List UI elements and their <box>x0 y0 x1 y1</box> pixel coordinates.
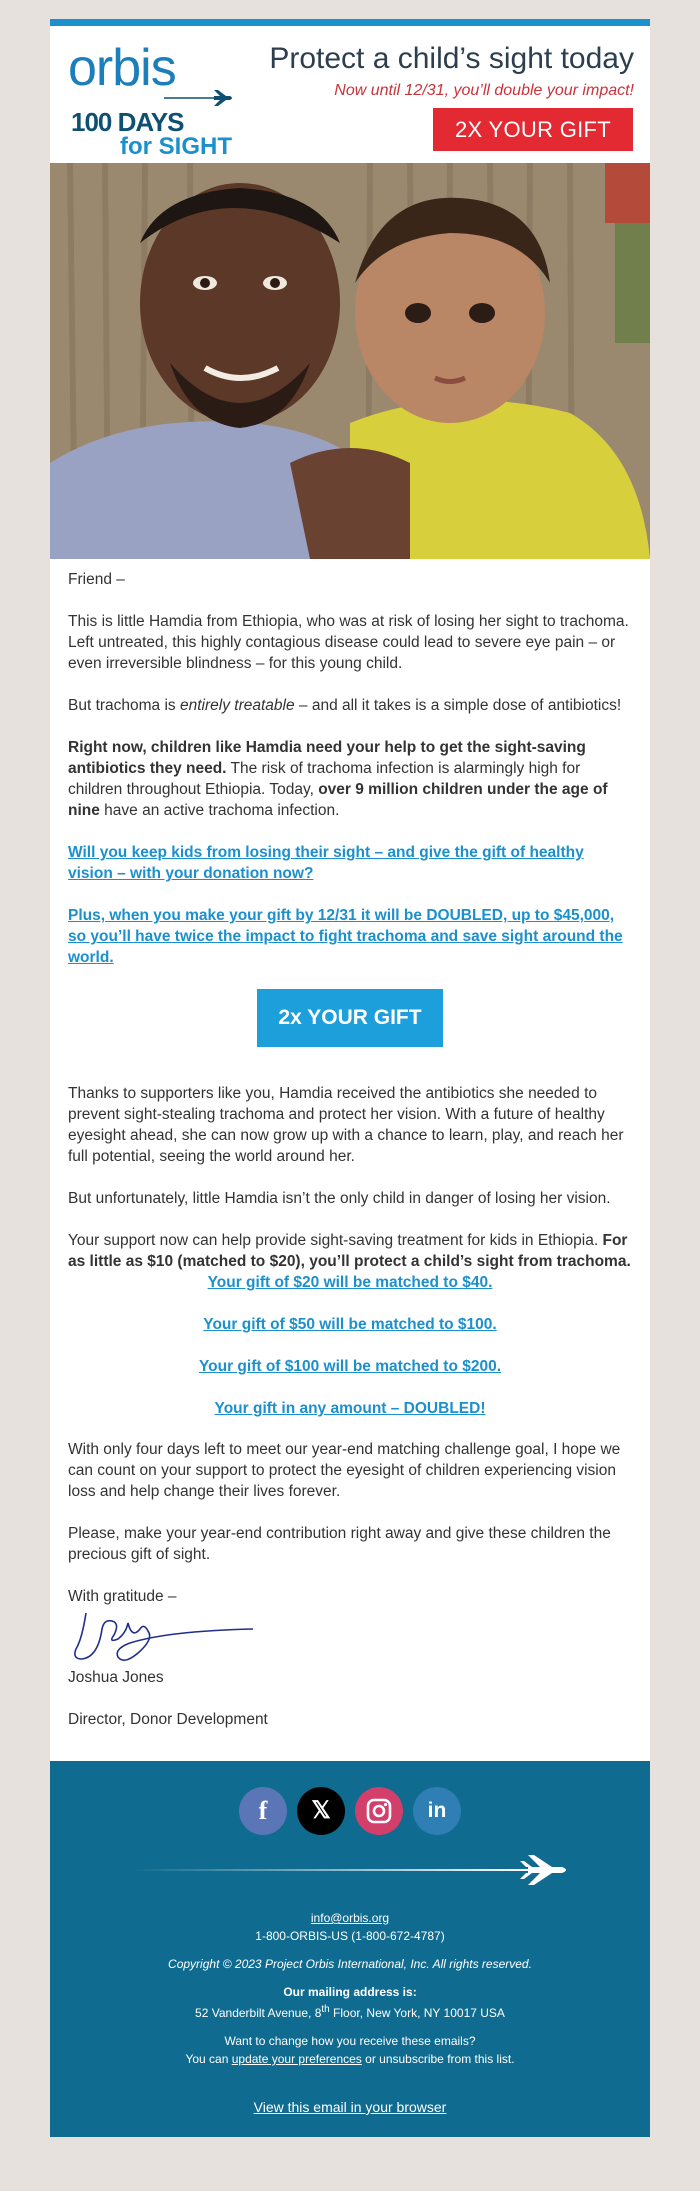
cta-wrapper <box>68 989 632 1047</box>
match-link-any[interactable]: Your gift in any amount – DOUBLED! <box>214 1400 486 1417</box>
doubled-gift-link[interactable]: Plus, when you make your gift by 12/31 it will be DOUBLED, up to $45,000, so you’ll have twice the impact to fight trachoma and save sight around the world. <box>68 907 623 966</box>
facebook-icon[interactable]: f <box>239 1787 287 1835</box>
email-footer <box>50 1761 650 2137</box>
address-text: Floor, New York, NY 10017 USA <box>329 2006 505 2020</box>
donate-now-link[interactable]: Will you keep kids from losing their sight – and give the gift of healthy vision – with your donation now? <box>68 844 584 882</box>
text-span: The risk of trachoma infection is alarmingly high for children throughout Ethiopia. Today, <box>68 760 581 798</box>
double-gift-button[interactable]: 2x YOUR GIFT <box>257 989 443 1047</box>
paragraph-support <box>68 1230 632 1272</box>
address-sup: th <box>321 2004 330 2015</box>
paragraph-thanks: Thanks to supporters like you, Hamdia received the antibiotics she needed to prevent sight-stealing trachoma and protect her vision. With a future of healthy eyesight ahead, she can now grow up with a chance to learn, play, and reach her full potential, seeing the world around her. <box>68 1085 624 1165</box>
footer-email <box>50 1909 650 1927</box>
closing: With gratitude – <box>68 1588 177 1605</box>
update-preferences-link[interactable]: update your preferences <box>231 2052 362 2066</box>
footer-prefs-question: Want to change how you receive these emails? <box>224 2034 476 2048</box>
match-link-50[interactable]: Your gift of $50 will be matched to $100. <box>203 1316 497 1333</box>
paragraph-contribute: Please, make your year-end contribution right away and give these children the precious gift of sight. <box>68 1525 611 1563</box>
orbis-logo[interactable] <box>68 40 248 160</box>
paragraph-link-donate <box>68 842 632 884</box>
email-link[interactable]: info@orbis.org <box>310 1911 390 1925</box>
paragraph-intro: This is little Hamdia from Ethiopia, who was at risk of losing her sight to trachoma. Left untreated, this highly contagious disease could lead to severe eye pain – or even irreversible blindness – for this young child. <box>68 613 629 672</box>
prefs-text: or unsubscribe from this list. <box>361 2052 515 2066</box>
footer-prefs <box>50 2050 650 2068</box>
header-subline: Now until 12/31, you’ll double your impact! <box>334 82 634 99</box>
header-headline: Protect a child’s sight today <box>269 42 634 75</box>
prefs-text: You can <box>185 2052 232 2066</box>
text-span: Your support now can help provide sight-saving treatment for kids in Ethiopia. <box>68 1232 603 1249</box>
emphasis-text: entirely treatable <box>180 697 295 714</box>
bold-text: For as little as $10 (matched to $20), you’ll protect a child’s sight from trachoma. <box>68 1232 631 1270</box>
match-link-20[interactable]: Your gift of $20 will be matched to $40. <box>207 1274 493 1291</box>
instagram-glyph <box>366 1798 392 1824</box>
text-span: But trachoma is <box>68 697 180 714</box>
paragraph-urgency <box>68 737 632 821</box>
logo-100-days: 100 DAYS <box>71 107 184 137</box>
match-links <box>68 1272 632 1419</box>
email-body <box>50 559 650 1761</box>
email-header <box>50 26 650 163</box>
footer-copyright: Copyright © 2023 Project Orbis International, Inc. All rights reserved. <box>168 1957 532 1971</box>
text-span: have an active trachoma infection. <box>99 802 340 819</box>
greeting: Friend – <box>68 571 125 588</box>
signature-image <box>68 1609 258 1667</box>
paragraph-four-days: With only four days left to meet our year-end matching challenge goal, I hope we can count on your support to protect the eyesight of children experiencing vision loss and help change their lives forever. <box>68 1441 621 1500</box>
x-icon[interactable]: 𝕏 <box>297 1787 345 1835</box>
text-span: – and all it takes is a simple dose of antibiotics! <box>294 697 622 714</box>
footer-address <box>50 2001 650 2022</box>
paragraph-not-only: But unfortunately, little Hamdia isn’t the only child in danger of losing her vision. <box>68 1190 611 1207</box>
spacer <box>50 1973 650 1983</box>
social-links <box>50 1787 650 1835</box>
email-container <box>50 19 650 2137</box>
signer-title: Director, Donor Development <box>68 1711 268 1728</box>
plane-divider-icon <box>130 1855 570 1885</box>
linkedin-icon[interactable]: in <box>413 1787 461 1835</box>
footer-phone: 1-800-ORBIS-US (1-800-672-4787) <box>255 1929 445 1943</box>
logo-for-sight: for SIGHT <box>120 133 232 160</box>
bold-text: Right now, children like Hamdia need your help to get the sight-saving antibiotics they need. <box>68 739 586 777</box>
instagram-icon[interactable] <box>355 1787 403 1835</box>
spacer <box>50 1945 650 1955</box>
view-in-browser-link[interactable]: View this email in your browser <box>253 2099 447 2115</box>
footer-mailing-label: Our mailing address is: <box>283 1985 417 1999</box>
hero-photo[interactable] <box>50 163 650 559</box>
match-link-100[interactable]: Your gift of $100 will be matched to $200. <box>198 1358 502 1375</box>
paragraph-treatable <box>68 695 632 716</box>
paragraph-link-doubled <box>68 905 632 968</box>
header-gift-button[interactable]: 2X YOUR GIFT <box>433 108 633 151</box>
spacer <box>50 2022 650 2032</box>
signer-name: Joshua Jones <box>68 1669 164 1686</box>
logo-wordmark: orbis <box>68 39 176 97</box>
address-text: 52 Vanderbilt Avenue, 8 <box>195 2006 322 2020</box>
bold-text: over 9 million children under the age of nine <box>68 781 608 819</box>
plane-icon <box>164 90 234 106</box>
